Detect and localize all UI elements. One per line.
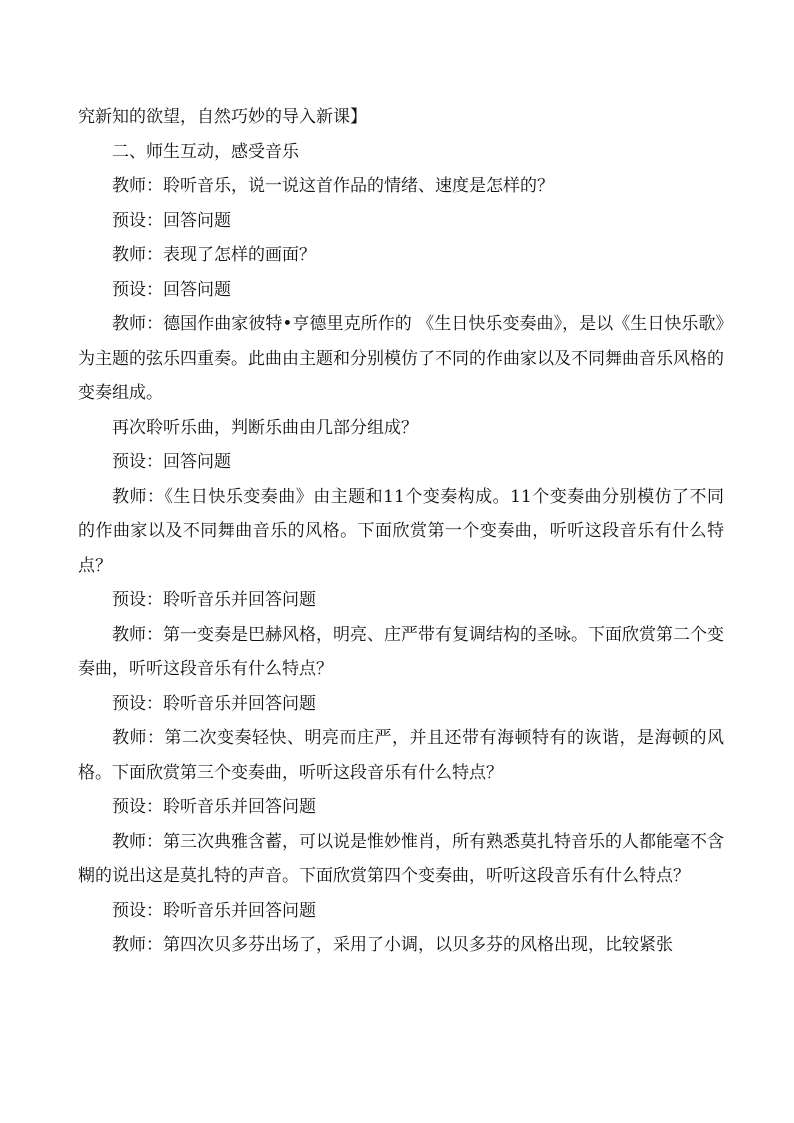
teacher-line: 教师：第四次贝多芬出场了，采用了小调，以贝多芬的风格出现，比较紧张 <box>112 935 673 955</box>
preset-line: 预设：回答问题 <box>112 452 231 472</box>
teacher-line: 教师：聆听音乐，说一说这首作品的情绪、速度是怎样的？ <box>112 176 554 196</box>
preset-line: 预设：聆听音乐并回答问题 <box>112 900 316 921</box>
teacher-line: 教师：第三次典雅含蓄，可以说是惟妙惟肖，所有熟悉莫扎特音乐的人都能毫不含糊的说出这是莫扎特的声音。下面欣赏第四个变奏曲，听听这段音乐有什么特点？ <box>78 831 724 886</box>
preset-line: 预设：回答问题 <box>112 210 231 231</box>
preset-line: 预设：回答问题 <box>112 279 231 300</box>
teacher-line: 教师：德国作曲家彼特•亨德里克所作的 《生日快乐变奏曲》，是以《生日快乐歌》为主题的弦乐四重奏。此曲由主题和分别模仿了不同的作曲家以及不同舞曲音乐风格的变奏组成。 <box>78 314 724 403</box>
paragraph-continuation: 究新知的欲望，自然巧妙的导入新课】 <box>78 107 367 127</box>
teacher-line: 教师：第二次变奏轻快、明亮而庄严，并且还带有海顿特有的诙谐，是海顿的风格。下面欣赏第三个变奏曲，听听这段音乐有什么特点？ <box>78 728 724 783</box>
preset-line: 预设：聆听音乐并回答问题 <box>112 693 316 714</box>
preset-line: 预设：聆听音乐并回答问题 <box>112 797 316 817</box>
section-heading: 二、师生互动，感受音乐 <box>112 141 299 162</box>
document-body <box>78 100 724 963</box>
preset-line: 预设：聆听音乐并回答问题 <box>112 590 316 610</box>
teacher-line: 教师：表现了怎样的画面？ <box>112 245 316 265</box>
teacher-line: 教师：《生日快乐变奏曲》由主题和11个变奏构成。11个变奏曲分别模仿了不同的作曲家以及不同舞曲音乐的风格。下面欣赏第一个变奏曲，听听这段音乐有什么特点？ <box>78 486 724 576</box>
instruction-line: 再次聆听乐曲，判断乐曲由几部分组成？ <box>112 417 418 438</box>
teacher-line: 教师：第一变奏是巴赫风格，明亮、庄严带有复调结构的圣咏。下面欣赏第二个变奏曲，听听这段音乐有什么特点？ <box>78 624 724 679</box>
